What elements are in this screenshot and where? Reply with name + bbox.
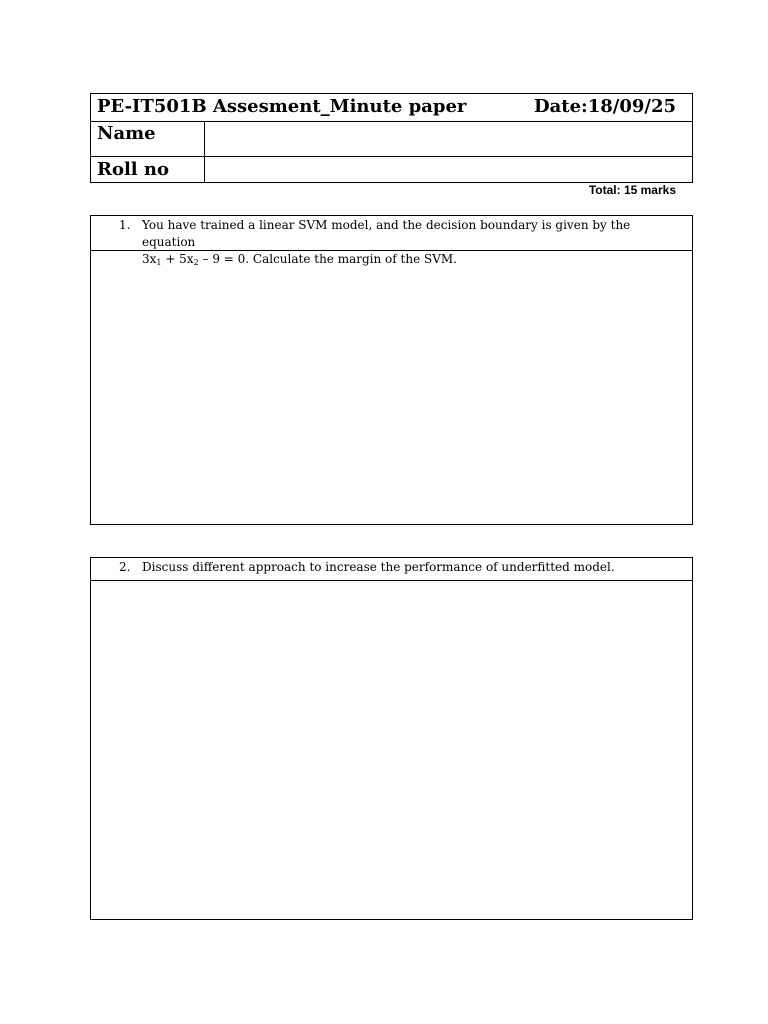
question-2-header: [91, 558, 692, 581]
question-1-line-2: $3x_1 + 5x_2 - 9 = 0$. Calculate the margin of the SVM.: [142, 252, 457, 267]
total-marks: Total: 15 marks: [588, 183, 676, 197]
question-1-answer-area[interactable]: [91, 251, 692, 524]
question-1-box: [90, 215, 693, 525]
paper-title: PE-IT501B Assesment_Minute paper: [97, 96, 467, 117]
label-column-divider: [204, 121, 205, 182]
question-2-answer-area[interactable]: [91, 581, 692, 919]
question-1-number: 1.: [119, 218, 131, 232]
header-table: [90, 93, 693, 183]
rollno-label: Roll no: [97, 159, 169, 180]
question-2-number: 2.: [119, 560, 131, 574]
paper-date: Date:18/09/25: [534, 96, 676, 117]
question-2-box: [90, 557, 693, 920]
question-2-text: Discuss different approach to increase the performance of underfitted model.: [142, 560, 615, 574]
name-label: Name: [97, 123, 156, 144]
header-divider: [91, 121, 692, 122]
name-divider: [91, 156, 692, 157]
question-1-line-1: You have trained a linear SVM model, and the decision boundary is given by the equation: [142, 218, 631, 249]
question-1-header: [91, 216, 692, 267]
